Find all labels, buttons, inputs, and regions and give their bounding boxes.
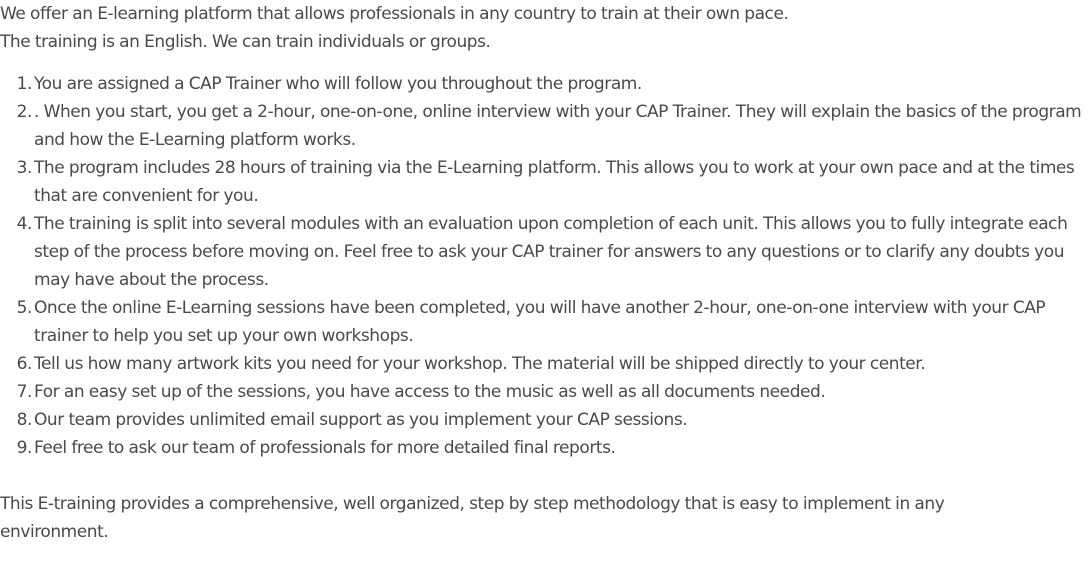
list-item — [16, 350, 1084, 378]
list-item — [16, 154, 1084, 210]
list-item — [16, 294, 1084, 350]
list-item — [16, 434, 1084, 462]
list-item-number: 2. — [16, 102, 32, 122]
list-item-number: 3. — [16, 158, 32, 178]
list-item-number: 9. — [16, 438, 32, 458]
list-item-text: Feel free to ask our team of professionals for more detailed final reports. — [34, 438, 616, 458]
steps-list — [0, 70, 1087, 462]
list-item-number: 7. — [16, 382, 32, 402]
list-item-text: For an easy set up of the sessions, you have access to the music as well as all documents needed. — [34, 382, 826, 402]
list-item — [16, 70, 1084, 98]
list-item-number: 6. — [16, 354, 32, 374]
list-item — [16, 98, 1084, 154]
list-item-text: You are assigned a CAP Trainer who will follow you throughout the program. — [34, 74, 642, 94]
list-item — [16, 210, 1084, 294]
list-item-text: Tell us how many artwork kits you need for your workshop. The material will be shipped directly to your center. — [34, 354, 926, 374]
list-item-number: 4. — [16, 214, 32, 234]
list-item-number: 5. — [16, 298, 32, 318]
list-item-text: The program includes 28 hours of training via the E-Learning platform. This allows you to work at your own pace and at the times that are convenient for you. — [34, 158, 1075, 206]
list-item-number: 8. — [16, 410, 32, 430]
list-item-text: Once the online E-Learning sessions have been completed, you will have another 2-hour, one-on-one interview with your CAP trainer to help you set up your own workshops. — [34, 298, 1046, 346]
closing-paragraph: This E-training provides a comprehensive, well organized, step by step methodology that is easy to implement in any environment. — [0, 494, 945, 542]
intro-line-1: We offer an E-learning platform that allows professionals in any country to train at their own pace. — [0, 4, 789, 24]
list-item-text: Our team provides unlimited email support as you implement your CAP sessions. — [34, 410, 688, 430]
list-item-text: . When you start, you get a 2-hour, one-on-one, online interview with your CAP Trainer. They will explain the basics of the program and how the E-Learning platform works. — [34, 102, 1082, 150]
list-item — [16, 378, 1084, 406]
list-item — [16, 406, 1084, 434]
list-item-number: 1. — [16, 74, 32, 94]
intro-paragraph — [0, 0, 1087, 56]
list-item-text: The training is split into several modules with an evaluation upon completion of each unit. This allows you to fully integrate each step of the process before moving on. Feel free to ask your CAP trainer for answers to any questions or to clarify any doubts you may have about the process. — [34, 214, 1068, 290]
intro-line-2: The training is an English. We can train individuals or groups. — [0, 32, 491, 52]
